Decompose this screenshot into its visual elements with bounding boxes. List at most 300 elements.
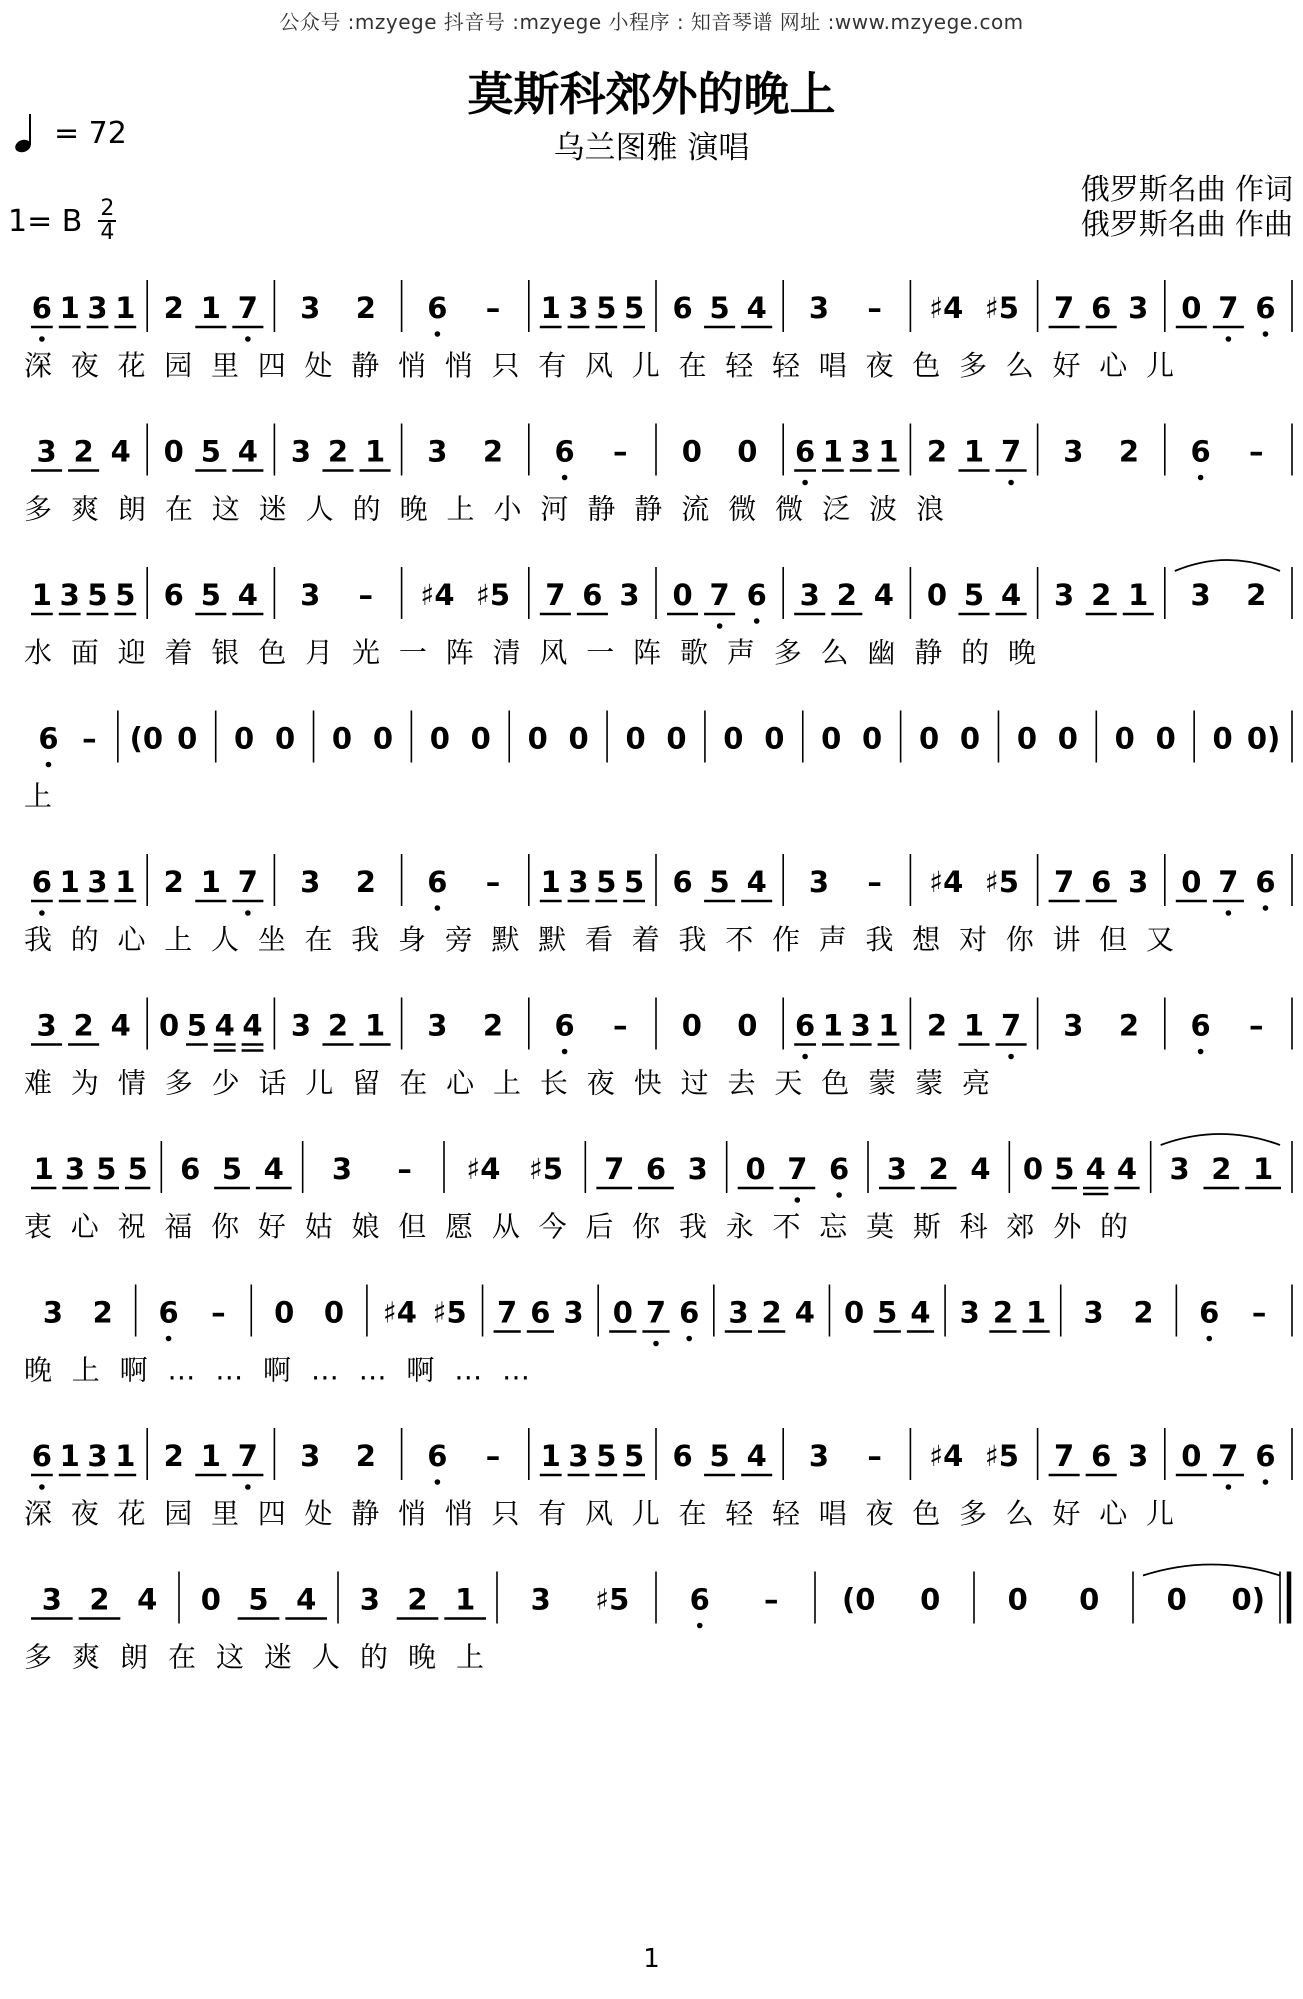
note: 2 bbox=[1211, 1152, 1232, 1186]
note: 6 bbox=[31, 1439, 52, 1473]
note: 3 bbox=[568, 865, 589, 899]
note: 5 bbox=[200, 578, 221, 612]
note: 2 bbox=[928, 1152, 949, 1186]
low-octave-dot bbox=[1008, 1054, 1014, 1060]
note: 3 bbox=[850, 1008, 871, 1043]
note: – bbox=[1248, 1008, 1264, 1043]
lyric-line: 多爽朗在这迷人的晚上 bbox=[24, 1640, 484, 1674]
note: 0 bbox=[1181, 1439, 1202, 1473]
note: 6 bbox=[1190, 434, 1211, 469]
slur bbox=[1175, 560, 1280, 571]
note: 0 bbox=[612, 1295, 633, 1330]
note: 1 bbox=[115, 865, 136, 899]
low-octave-dot bbox=[1226, 910, 1232, 916]
low-octave-dot bbox=[802, 480, 808, 486]
note: 2 bbox=[355, 291, 376, 325]
note: 0 bbox=[1057, 721, 1078, 756]
note: 3 bbox=[300, 865, 321, 899]
low-octave-dot bbox=[1263, 905, 1269, 911]
note: 0 bbox=[159, 1008, 180, 1043]
note: 1 bbox=[1128, 578, 1149, 612]
note: 4 bbox=[1085, 1152, 1106, 1186]
low-octave-dot bbox=[754, 618, 760, 624]
note: 6 bbox=[554, 1008, 575, 1043]
lyric-line: 多爽朗在这迷人的晚上小河静静流微微泛波浪 bbox=[24, 492, 944, 526]
note: 3 bbox=[87, 865, 108, 899]
note: 3 bbox=[87, 291, 108, 325]
note: 1 bbox=[33, 1152, 54, 1186]
note: 0 bbox=[723, 721, 744, 756]
note: 7 bbox=[645, 1295, 667, 1330]
note: 5 bbox=[709, 865, 730, 899]
note: 3 bbox=[808, 291, 830, 325]
note: 6 bbox=[1190, 1008, 1211, 1043]
note: ♯5 bbox=[528, 1152, 564, 1186]
note: 1 bbox=[822, 434, 843, 469]
note: 6 bbox=[1091, 1439, 1112, 1473]
note: 3 bbox=[1054, 578, 1075, 612]
low-octave-dot bbox=[717, 623, 723, 629]
note: 0 bbox=[681, 1008, 702, 1043]
note: 6 bbox=[795, 434, 816, 469]
low-octave-dot bbox=[39, 910, 45, 916]
note: 2 bbox=[482, 1008, 504, 1043]
note: 1 bbox=[59, 865, 80, 899]
note: 7 bbox=[787, 1152, 808, 1186]
note: 2 bbox=[355, 1439, 376, 1473]
note: 3 bbox=[1063, 434, 1084, 469]
note: ♯4 bbox=[420, 578, 455, 612]
note: 0 bbox=[1166, 1582, 1187, 1617]
note: 0 bbox=[821, 721, 842, 756]
lyric-line: 水面迎着银色月光一阵清风一阵歌声多么幽静的晚 bbox=[24, 636, 1036, 669]
note: 3 bbox=[427, 434, 448, 469]
note: 3 bbox=[1190, 578, 1211, 612]
low-octave-dot bbox=[245, 910, 251, 916]
note: 0 bbox=[681, 434, 702, 469]
note: 6 bbox=[427, 1439, 448, 1473]
note: 6 bbox=[38, 721, 59, 756]
note: 0 bbox=[372, 721, 394, 756]
note: 4 bbox=[794, 1295, 815, 1330]
note: 5 bbox=[596, 1439, 617, 1473]
slur bbox=[1143, 1565, 1280, 1576]
note: 2 bbox=[327, 1008, 349, 1043]
note: 5 bbox=[115, 578, 136, 612]
note: 7 bbox=[709, 578, 730, 612]
note: ♯4 bbox=[382, 1295, 417, 1330]
low-octave-dot bbox=[802, 1054, 808, 1060]
note: 1 bbox=[1253, 1152, 1274, 1186]
note: – bbox=[397, 1152, 412, 1186]
note: 1 bbox=[59, 1439, 80, 1473]
note: 6 bbox=[158, 1295, 179, 1330]
lyric-line: 衷心祝福你好姑娘但愿从今后你我永不忘莫斯科郊外的 bbox=[24, 1210, 1128, 1243]
note: 7 bbox=[604, 1152, 625, 1186]
note: ♯4 bbox=[466, 1152, 501, 1186]
singer-credit: 乌兰图雅 演唱 bbox=[553, 130, 750, 166]
lyric-line: 上 bbox=[24, 779, 53, 813]
note: 3 bbox=[300, 578, 321, 612]
note: 0 bbox=[1016, 721, 1038, 756]
low-octave-dot bbox=[435, 905, 441, 911]
note: 4 bbox=[746, 865, 767, 899]
note: 0 bbox=[234, 721, 255, 756]
note: 3 bbox=[290, 1008, 312, 1043]
low-octave-dot bbox=[39, 336, 45, 342]
note: 1 bbox=[364, 434, 386, 469]
low-octave-dot bbox=[39, 1484, 45, 1490]
note: 1 bbox=[31, 578, 52, 612]
note: 6 bbox=[530, 1295, 551, 1330]
note: 0 bbox=[429, 721, 450, 756]
note: – bbox=[612, 1008, 628, 1043]
note: 4 bbox=[746, 291, 767, 325]
note: 1 bbox=[540, 291, 561, 325]
note: 1 bbox=[878, 434, 899, 469]
low-octave-dot bbox=[1198, 475, 1204, 481]
tempo-value: = 72 bbox=[54, 115, 127, 151]
low-octave-dot bbox=[46, 762, 52, 768]
note: 4 bbox=[237, 434, 258, 469]
note: 3 bbox=[563, 1295, 584, 1330]
low-octave-dot bbox=[435, 331, 441, 337]
note: 4 bbox=[214, 1008, 235, 1043]
note: 3 bbox=[300, 1439, 321, 1473]
note: 2 bbox=[73, 1008, 94, 1043]
note: 6 bbox=[1199, 1295, 1220, 1330]
note: 3 bbox=[1128, 291, 1149, 325]
note: 4 bbox=[1000, 578, 1022, 612]
note: 4 bbox=[910, 1295, 931, 1330]
low-octave-dot bbox=[245, 1484, 251, 1490]
low-octave-dot bbox=[1008, 480, 1014, 486]
note: ♯4 bbox=[929, 865, 964, 899]
page-number: 1 bbox=[643, 1944, 660, 1974]
note: – bbox=[1248, 434, 1264, 469]
note: 4 bbox=[242, 1008, 263, 1043]
note: 6 bbox=[163, 578, 184, 612]
note: 0 bbox=[568, 721, 589, 756]
note: 3 bbox=[808, 865, 830, 899]
note: 5 bbox=[1054, 1152, 1075, 1186]
note: 3 bbox=[568, 1439, 589, 1473]
note: 0 bbox=[666, 721, 687, 756]
note: 7 bbox=[497, 1295, 518, 1330]
note: 0 bbox=[1181, 865, 1202, 899]
note: 5 bbox=[596, 291, 617, 325]
note: – bbox=[485, 1439, 501, 1473]
note: 3 bbox=[1128, 865, 1149, 899]
note: – bbox=[358, 578, 374, 612]
note: 0 bbox=[1007, 1582, 1028, 1617]
time-numerator: 2 bbox=[100, 196, 115, 221]
note: (0 bbox=[129, 721, 164, 756]
note: 3 bbox=[64, 1152, 86, 1186]
note: 0 bbox=[1079, 1582, 1100, 1617]
note: 1 bbox=[200, 1439, 221, 1473]
note: 4 bbox=[746, 1439, 767, 1473]
note: 2 bbox=[761, 1295, 782, 1330]
note: 5 bbox=[248, 1582, 269, 1617]
note: 0 bbox=[745, 1152, 766, 1186]
note: 7 bbox=[1054, 291, 1075, 325]
note: 5 bbox=[96, 1152, 117, 1186]
note: – bbox=[211, 1295, 226, 1330]
note: 7 bbox=[1218, 865, 1239, 899]
note: 7 bbox=[1000, 434, 1022, 469]
note: 4 bbox=[970, 1152, 991, 1186]
note: 3 bbox=[619, 578, 640, 612]
note: – bbox=[867, 865, 882, 899]
note: 0 bbox=[764, 721, 785, 756]
note: 0 bbox=[862, 721, 883, 756]
note: 1 bbox=[115, 1439, 136, 1473]
note: 6 bbox=[672, 865, 693, 899]
note: 6 bbox=[679, 1295, 700, 1330]
note: 6 bbox=[645, 1152, 667, 1186]
note: 5 bbox=[624, 1439, 645, 1473]
note: 5 bbox=[200, 434, 221, 469]
note: 6 bbox=[554, 434, 575, 469]
note: 2 bbox=[836, 578, 857, 612]
note: 6 bbox=[1091, 291, 1112, 325]
note: 2 bbox=[1246, 578, 1267, 612]
note: 0 bbox=[926, 578, 948, 612]
note: 2 bbox=[89, 1582, 110, 1617]
note: 1 bbox=[200, 865, 221, 899]
note: 3 bbox=[42, 1295, 64, 1330]
note: 2 bbox=[407, 1582, 428, 1617]
low-octave-dot bbox=[1226, 1484, 1232, 1490]
note: 5 bbox=[624, 291, 645, 325]
note: 6 bbox=[689, 1582, 710, 1617]
note: 6 bbox=[31, 291, 52, 325]
note: 6 bbox=[427, 291, 448, 325]
note: 3 bbox=[799, 578, 820, 612]
note: 5 bbox=[186, 1008, 207, 1043]
note: 3 bbox=[687, 1152, 708, 1186]
note: 5 bbox=[87, 578, 108, 612]
note: ♯4 bbox=[929, 291, 964, 325]
site-info-banner: 公众号 :mzyege 抖音号 :mzyege 小程序 : 知音琴谱 网址 :www.mzyege.com bbox=[279, 10, 1024, 34]
note: 0 bbox=[200, 1582, 221, 1617]
low-octave-dot bbox=[653, 1341, 659, 1347]
lyric-line: 难为情多少话儿留在心上长夜快过去天色蒙蒙亮 bbox=[24, 1066, 991, 1100]
key-text: 1= B bbox=[8, 203, 83, 239]
note: 3 bbox=[886, 1152, 907, 1186]
note: 6 bbox=[672, 1439, 693, 1473]
note: 0 bbox=[1212, 721, 1233, 756]
low-octave-dot bbox=[1206, 1336, 1212, 1342]
note: 7 bbox=[237, 1439, 258, 1473]
note: 1 bbox=[59, 291, 80, 325]
note: 3 bbox=[290, 434, 312, 469]
note: 2 bbox=[1118, 1008, 1140, 1043]
note: 1 bbox=[455, 1582, 476, 1617]
note: 2 bbox=[163, 865, 184, 899]
note: ♯5 bbox=[984, 865, 1019, 899]
note: 2 bbox=[327, 434, 349, 469]
note: (0 bbox=[842, 1582, 876, 1617]
note: 2 bbox=[73, 434, 94, 469]
note: 5 bbox=[624, 865, 645, 899]
note: 6 bbox=[582, 578, 603, 612]
low-octave-dot bbox=[1226, 336, 1232, 342]
note: ♯5 bbox=[984, 291, 1019, 325]
note: 1 bbox=[115, 291, 136, 325]
note: 3 bbox=[1169, 1152, 1190, 1186]
note: 3 bbox=[59, 578, 80, 612]
note: – bbox=[764, 1582, 779, 1617]
note: 4 bbox=[296, 1582, 317, 1617]
note: 2 bbox=[163, 291, 184, 325]
note: ♯5 bbox=[475, 578, 511, 612]
note: 1 bbox=[963, 1008, 985, 1043]
note: 3 bbox=[359, 1582, 380, 1617]
lyricist-credit: 俄罗斯名曲 作词 bbox=[1080, 172, 1293, 206]
note: 6 bbox=[1255, 291, 1276, 325]
note: 0 bbox=[918, 721, 940, 756]
note: 2 bbox=[355, 865, 376, 899]
note: 1 bbox=[364, 1008, 386, 1043]
note: 5 bbox=[963, 578, 985, 612]
note: 1 bbox=[540, 1439, 561, 1473]
note: 5 bbox=[877, 1295, 898, 1330]
note: 4 bbox=[873, 578, 894, 612]
note: 1 bbox=[540, 865, 561, 899]
note: 0 bbox=[625, 721, 646, 756]
note: 3 bbox=[568, 291, 589, 325]
note: 3 bbox=[959, 1295, 980, 1330]
low-octave-dot bbox=[1263, 331, 1269, 337]
lyric-line: 深夜花园里四处静悄悄只有风儿在轻轻唱夜色多么好心儿 bbox=[24, 349, 1175, 382]
low-octave-dot bbox=[435, 1479, 441, 1485]
note: 6 bbox=[180, 1152, 201, 1186]
note: 3 bbox=[850, 434, 871, 469]
note: 2 bbox=[992, 1295, 1014, 1330]
composer-credit: 俄罗斯名曲 作曲 bbox=[1080, 207, 1293, 241]
note: – bbox=[485, 291, 501, 325]
lyric-line: 深夜花园里四处静悄悄只有风儿在轻轻唱夜色多么好心儿 bbox=[24, 1497, 1175, 1530]
note: 7 bbox=[545, 578, 566, 612]
low-octave-dot bbox=[245, 336, 251, 342]
note: 5 bbox=[596, 865, 617, 899]
note: 0 bbox=[920, 1582, 941, 1617]
time-denominator: 4 bbox=[100, 220, 115, 245]
note: 2 bbox=[1091, 578, 1112, 612]
note: 7 bbox=[1218, 291, 1239, 325]
note: – bbox=[612, 434, 628, 469]
note: ♯5 bbox=[595, 1582, 630, 1617]
note: 0 bbox=[331, 721, 353, 756]
note: 3 bbox=[300, 291, 321, 325]
note: 3 bbox=[87, 1439, 108, 1473]
note: 3 bbox=[331, 1152, 353, 1186]
note: 7 bbox=[1000, 1008, 1022, 1043]
note: 3 bbox=[1063, 1008, 1084, 1043]
note: 0 bbox=[274, 721, 296, 756]
note: 3 bbox=[36, 1008, 57, 1043]
note: 0) bbox=[1246, 721, 1281, 756]
note: 1 bbox=[878, 1008, 899, 1043]
note: 6 bbox=[672, 291, 693, 325]
note: 0 bbox=[1155, 721, 1176, 756]
low-octave-dot bbox=[562, 1049, 568, 1055]
note: 0 bbox=[274, 1295, 295, 1330]
low-octave-dot bbox=[1198, 1049, 1204, 1055]
note: 4 bbox=[110, 434, 131, 469]
note: – bbox=[867, 1439, 882, 1473]
note: 1 bbox=[963, 434, 985, 469]
note: 2 bbox=[1133, 1295, 1154, 1330]
note: 6 bbox=[1255, 865, 1276, 899]
note: 5 bbox=[709, 1439, 730, 1473]
note: 0 bbox=[1114, 721, 1135, 756]
note: – bbox=[485, 865, 501, 899]
note: 3 bbox=[1083, 1295, 1104, 1330]
note: 0 bbox=[1181, 291, 1202, 325]
note: 1 bbox=[822, 1008, 843, 1043]
low-octave-dot bbox=[1263, 1479, 1269, 1485]
note: 3 bbox=[427, 1008, 448, 1043]
note: 5 bbox=[127, 1152, 148, 1186]
note: 7 bbox=[1054, 1439, 1075, 1473]
note: 0 bbox=[737, 434, 758, 469]
low-octave-dot bbox=[697, 1623, 703, 1629]
note: 3 bbox=[36, 434, 57, 469]
note: 4 bbox=[237, 578, 258, 612]
slur bbox=[1161, 1134, 1280, 1145]
note: 4 bbox=[137, 1582, 158, 1617]
note: 0 bbox=[323, 1295, 345, 1330]
note: 0 bbox=[737, 1008, 758, 1043]
note: 1 bbox=[1026, 1295, 1047, 1330]
note: 3 bbox=[728, 1295, 749, 1330]
note: 6 bbox=[1091, 865, 1112, 899]
note: 0 bbox=[1022, 1152, 1044, 1186]
note: 0 bbox=[163, 434, 184, 469]
note: 5 bbox=[709, 291, 730, 325]
note: – bbox=[1251, 1295, 1267, 1330]
low-octave-dot bbox=[836, 1192, 842, 1198]
note: 7 bbox=[237, 291, 258, 325]
note: 6 bbox=[829, 1152, 850, 1186]
lyric-line: 晚上啊……啊……啊…… bbox=[24, 1353, 530, 1387]
note: 4 bbox=[1116, 1152, 1138, 1186]
note: 3 bbox=[1128, 1439, 1149, 1473]
note: 7 bbox=[1218, 1439, 1239, 1473]
note: – bbox=[867, 291, 882, 325]
note: 7 bbox=[1054, 865, 1075, 899]
note: 3 bbox=[808, 1439, 830, 1473]
note: ♯5 bbox=[432, 1295, 467, 1330]
lyric-line: 我的心上人坐在我身旁默默看着我不作声我想对你讲但又 bbox=[24, 923, 1175, 956]
note: – bbox=[82, 721, 97, 756]
note: 3 bbox=[530, 1582, 551, 1617]
note: 0 bbox=[672, 578, 693, 612]
note: 2 bbox=[1118, 434, 1140, 469]
note: 6 bbox=[31, 865, 52, 899]
note: 3 bbox=[41, 1582, 62, 1617]
note: 2 bbox=[482, 434, 504, 469]
note: 2 bbox=[92, 1295, 113, 1330]
note: 4 bbox=[110, 1008, 131, 1043]
note: 1 bbox=[200, 291, 221, 325]
note: 6 bbox=[746, 578, 767, 612]
note: 0 bbox=[959, 721, 981, 756]
note: 0 bbox=[177, 721, 198, 756]
